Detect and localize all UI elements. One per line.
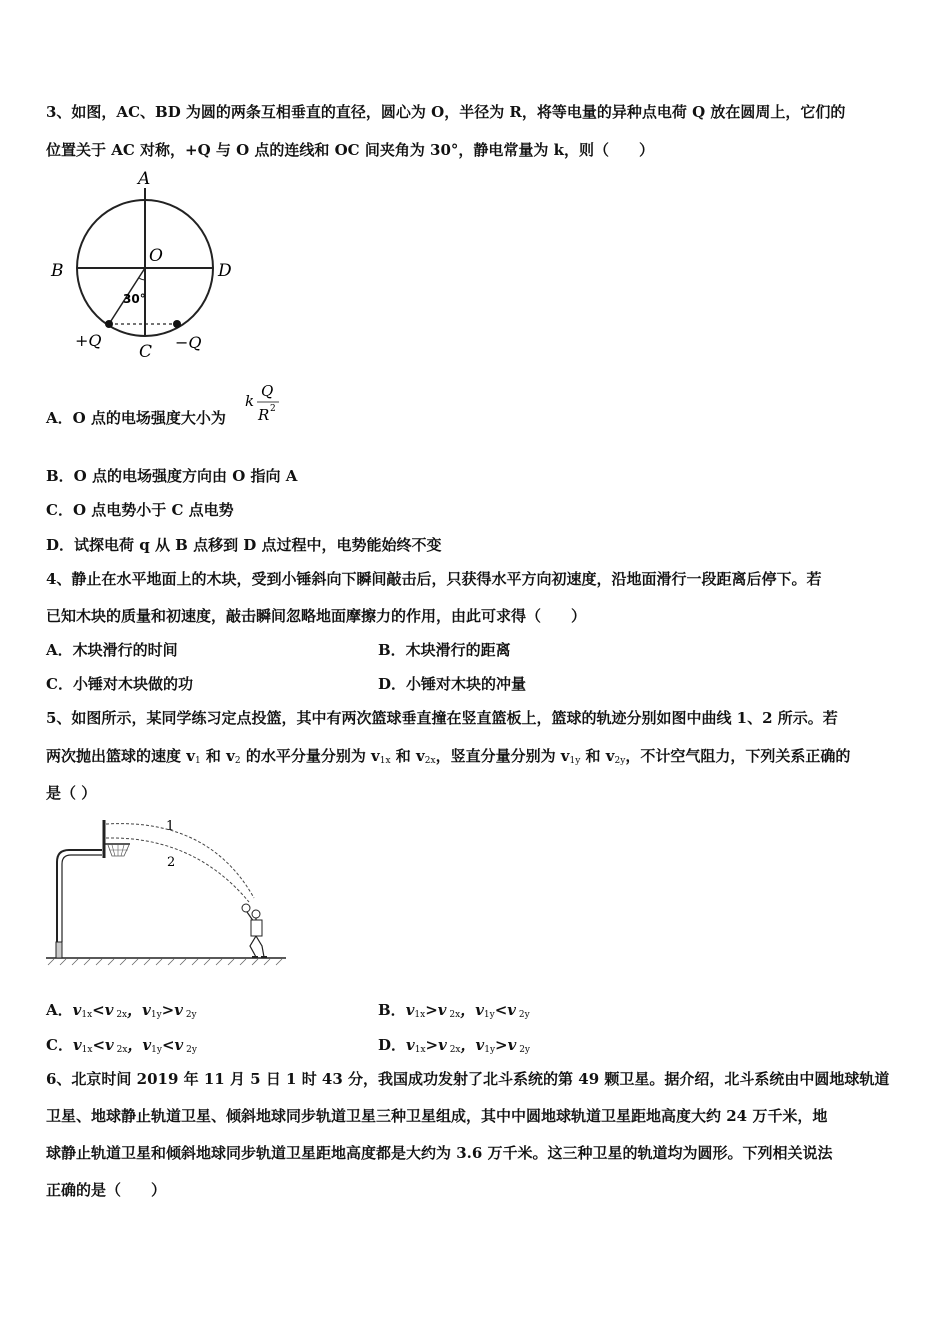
label-O: O bbox=[149, 246, 163, 266]
svg-text:k: k bbox=[245, 392, 255, 410]
q4-option-d: D．小锤对木块的冲量 bbox=[378, 675, 527, 693]
q3-option-a: A．O 点的电场强度大小为 bbox=[46, 409, 226, 427]
q5-option-a: A．$v_{1x}<v$ $_{2x}$，$v_{1y}>v$ $_{2y}$ bbox=[46, 1001, 197, 1020]
q4-option-a: A．木块滑行的时间 bbox=[46, 641, 178, 659]
label-minus-q: −Q bbox=[175, 333, 202, 352]
q3-stem-line1: 3、如图，AC、BD 为圆的两条互相垂直的直径，圆心为 O，半径为 R，将等电量的异种点电荷 Q 放在圆周上，它们的 bbox=[46, 103, 846, 121]
q4-option-c: C．小锤对木块做的功 bbox=[46, 675, 193, 693]
q3-option-d: D．试探电荷 q 从 B 点移到 D 点过程中，电势能始终不变 bbox=[46, 536, 442, 554]
q3-option-b: B．O 点的电场强度方向由 O 指向 A bbox=[46, 467, 298, 485]
minus-charge-dot bbox=[173, 320, 181, 328]
q5-option-b: B．$v_{1x}>v$ $_{2x}$，$v_{1y}<v$ $_{2y}$ bbox=[378, 1001, 530, 1020]
curve-1-label: 1 bbox=[166, 819, 175, 834]
label-D: D bbox=[218, 261, 232, 281]
q3-stem-line2: 位置关于 AC 对称，+Q 与 O 点的连线和 OC 间夹角为 30°，静电常量为 k，则（ ） bbox=[46, 141, 655, 159]
label-C: C bbox=[139, 342, 153, 362]
curve-2-label: 2 bbox=[167, 855, 176, 870]
q6-stem-line1: 6、北京时间 2019 年 11 月 5 日 1 时 43 分，我国成功发射了北斗系统的第 49 颗卫星。据介绍，北斗系统由中圆地球轨道 bbox=[46, 1070, 890, 1088]
label-A: A bbox=[138, 169, 151, 189]
q3-option-c: C．O 点电势小于 C 点电势 bbox=[46, 501, 234, 519]
q6-stem-line4: 正确的是（ ） bbox=[46, 1181, 167, 1199]
q6-stem-line3: 球静止轨道卫星和倾斜地球同步轨道卫星距地高度都是大约为 3.6 万千米。这三种卫星的轨道均为圆形。下列相关说法 bbox=[46, 1144, 833, 1162]
q5-option-d: D．$v_{1x}>v$ $_{2x}$，$v_{1y}>v$ $_{2y}$ bbox=[378, 1036, 531, 1055]
plus-charge-dot bbox=[105, 320, 113, 328]
label-angle: 30° bbox=[123, 292, 146, 306]
basketball-diagram bbox=[44, 810, 294, 970]
q4-stem-line1: 4、静止在水平地面上的木块，受到小锤斜向下瞬间敲击后，只获得水平方向初速度，沿地面滑行一段距离后停下。若 bbox=[46, 570, 822, 588]
svg-text:Q: Q bbox=[261, 382, 274, 400]
q5-option-c: C．$v_{1x}<v$ $_{2x}$，$v_{1y}<v$ $_{2y}$ bbox=[46, 1036, 197, 1055]
label-B: B bbox=[51, 261, 64, 281]
label-plus-q: +Q bbox=[75, 331, 102, 350]
circle-diagram bbox=[45, 168, 245, 363]
svg-text:2: 2 bbox=[270, 404, 276, 414]
q5-stem-line2: 两次抛出篮球的速度 $v_1$ 和 $v_2$ 的水平分量分别为 $v_{1x}$ 和 $v_{2x}$，竖直分量分别为 $v_{1y}$ 和 $v_{2y}$，不计空气阻力，下列关系正确的 bbox=[46, 747, 851, 766]
q6-stem-line2: 卫星、地球静止轨道卫星、倾斜地球同步轨道卫星三种卫星组成，其中中圆地球轨道卫星距地高度大约 24 万千米，地 bbox=[46, 1107, 828, 1125]
q5-stem-line1: 5、如图所示，某同学练习定点投篮，其中有两次篮球垂直撞在竖直篮板上，篮球的轨迹分别如图中曲线 1、2 所示。若 bbox=[46, 709, 838, 727]
q4-option-b: B．木块滑行的距离 bbox=[378, 641, 511, 659]
formula-kq-r2 bbox=[243, 380, 293, 430]
q5-stem-line3: 是（ ） bbox=[46, 784, 97, 802]
q4-stem-line2: 已知木块的质量和初速度，敲击瞬间忽略地面摩擦力的作用，由此可求得（ ） bbox=[46, 607, 587, 625]
svg-text:R: R bbox=[258, 406, 270, 424]
